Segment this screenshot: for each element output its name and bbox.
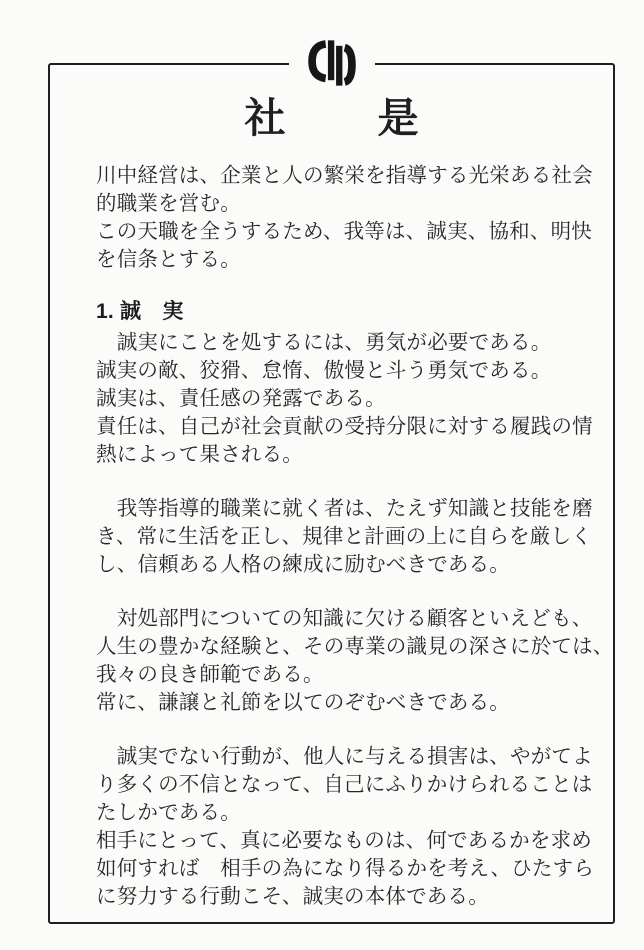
document-body (96, 162, 614, 911)
text-line: 川中経営は、企業と人の繁栄を指導する光栄ある社会 (96, 165, 593, 188)
text-line: 人生の豊かな経験と、その専業の識見の深さに於ては、 (96, 636, 614, 659)
company-mark-icon (303, 39, 361, 87)
text-line: たしかである。 (96, 802, 241, 825)
border-frame (48, 63, 615, 924)
text-line: 的職業を営む。 (96, 193, 241, 216)
paragraph-sincerity-2 (96, 495, 601, 579)
text-line: を信条とする。 (96, 249, 241, 272)
text-line: 我々の良き師範である。 (96, 664, 324, 687)
text-line: 対処部門についての知識に欠ける顧客といえども、 (96, 608, 593, 631)
page-title (50, 96, 613, 141)
paragraph-sincerity-1 (96, 329, 601, 469)
company-logo (289, 39, 375, 87)
text-line: 誠実にことを処するには、勇気が必要である。 (96, 332, 552, 355)
title-char-right: 是 (377, 95, 419, 141)
text-line: 如何すれば 相手の為になり得るかを考え、ひたすら (96, 858, 595, 881)
text-line: 誠実は、責任感の発露である。 (96, 388, 386, 411)
text-line: 常に、謙譲と礼節を以てのぞむべきである。 (96, 692, 510, 715)
text-line: 相手にとって、真に必要なものは、何であるかを求め (96, 830, 592, 853)
text-line: き、常に生活を正し、規律と計画の上に自らを厳しく (96, 526, 592, 549)
section-heading: 1. 誠 実 (96, 300, 184, 324)
text-line: この天職を全うするため、我等は、誠実、協和、明快 (96, 221, 592, 244)
paragraph-sincerity-3 (96, 605, 614, 717)
text-line: り多くの不信となって、自己にふりかけられることは (96, 774, 593, 797)
intro-paragraph (96, 162, 601, 274)
text-line: 誠実でない行動が、他人に与える損害は、やがてよ (96, 746, 593, 769)
text-line: 誠実の敵、狡猾、怠惰、傲慢と斗う勇気である。 (96, 360, 552, 383)
text-line: 熱によって果される。 (96, 444, 303, 467)
text-line: 責任は、自己が社会貢献の受持分限に対する履践の情 (96, 416, 593, 439)
text-line: し、信頼ある人格の練成に励むべきである。 (96, 554, 510, 577)
text-line: 我等指導的職業に就く者は、たえず知識と技能を磨 (96, 498, 593, 521)
text-line: に努力する行動こそ、誠実の本体である。 (96, 886, 489, 909)
paragraph-sincerity-4 (96, 743, 601, 911)
title-char-left: 社 (244, 95, 286, 141)
